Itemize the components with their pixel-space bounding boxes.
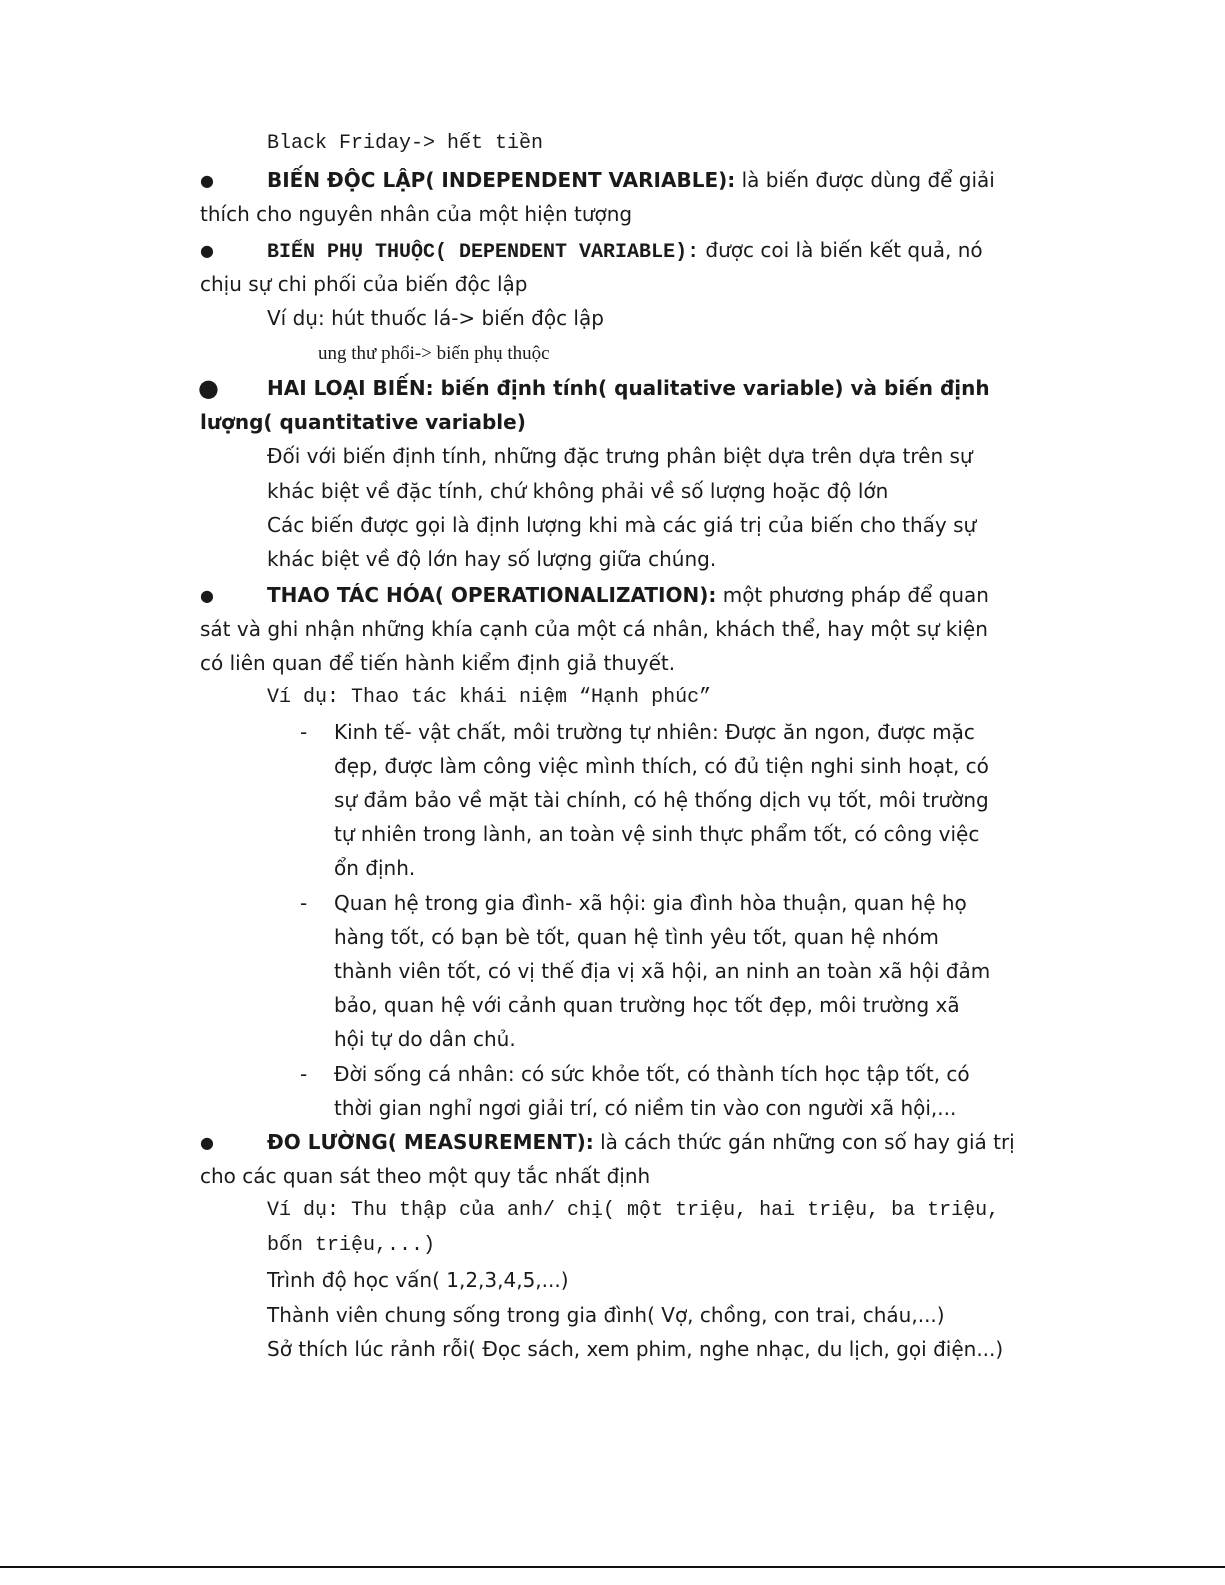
list-item: Đời sống cá nhân: có sức khỏe tốt, có thành tích học tập tốt, có — [334, 1062, 970, 1086]
text-line: Black Friday-> hết tiền — [267, 132, 544, 155]
term-definition: một phương pháp để quan — [716, 583, 989, 607]
text-line: thích cho nguyên nhân của một hiện tượng — [200, 202, 633, 226]
example-line: Ví dụ: Thu thập của anh/ chị( một triệu, hai triệu, ba triệu, — [267, 1199, 1000, 1222]
bullet-marker: ● — [200, 171, 214, 190]
text-line: khác biệt về độ lớn hay số lượng giữa chúng. — [267, 547, 717, 571]
list-item: hội tự do dân chủ. — [334, 1027, 516, 1051]
bullet-marker: ● — [200, 241, 214, 260]
list-item: thành viên tốt, có vị thế địa vị xã hội, an ninh an toàn xã hội đảm — [334, 959, 991, 983]
list-item: đẹp, được làm công việc mình thích, có đủ tiện nghi sinh hoạt, có — [334, 754, 989, 778]
list-item: thời gian nghỉ ngơi giải trí, có niềm tin vào con người xã hội,... — [334, 1096, 957, 1120]
example-line: Ví dụ: Thao tác khái niệm “Hạnh phúc” — [267, 686, 712, 709]
bullet-marker: ● — [200, 1133, 214, 1152]
text-line: khác biệt về đặc tính, chứ không phải về số lượng hoặc độ lớn — [267, 479, 889, 503]
example-line: bốn triệu,...) — [267, 1234, 436, 1257]
term-independent-variable — [267, 166, 995, 194]
term-heading: ĐO LƯỜNG( MEASUREMENT): — [267, 1130, 594, 1154]
term-definition: là cách thức gán những con số hay giá trị — [593, 1130, 1015, 1154]
text-line: Trình độ học vấn( 1,2,3,4,5,...) — [267, 1268, 569, 1292]
bullet-marker: ● — [198, 374, 219, 402]
list-item: sự đảm bảo về mặt tài chính, có hệ thống dịch vụ tốt, môi trường — [334, 788, 989, 812]
text-line: sát và ghi nhận những khía cạnh của một cá nhân, khách thể, hay một sự kiện — [200, 617, 988, 641]
example-line: Ví dụ: hút thuốc lá-> biến độc lập — [267, 306, 604, 330]
list-item: bảo, quan hệ với cảnh quan trường học tốt đẹp, môi trường xã — [334, 993, 960, 1017]
list-item: Quan hệ trong gia đình- xã hội: gia đình hòa thuận, quan hệ họ — [334, 891, 967, 915]
text-line: Các biến được gọi là định lượng khi mà các giá trị của biến cho thấy sự — [267, 513, 977, 537]
text-line: có liên quan để tiến hành kiểm định giả thuyết. — [200, 651, 676, 675]
text-line: cho các quan sát theo một quy tắc nhất định — [200, 1164, 651, 1188]
text-line: Sở thích lúc rảnh rỗi( Đọc sách, xem phim, nghe nhạc, du lịch, gọi điện...) — [267, 1337, 1004, 1361]
example-line: ung thư phổi-> biến phụ thuộc — [318, 343, 550, 364]
term-operationalization — [267, 581, 989, 609]
list-item: ổn định. — [334, 856, 416, 880]
bullet-marker: ● — [200, 586, 214, 605]
text-line: Đối với biến định tính, những đặc trưng phân biệt dựa trên dựa trên sự — [267, 444, 973, 468]
term-heading: THAO TÁC HÓA( OPERATIONALIZATION): — [267, 583, 717, 607]
text-line: lượng( quantitative variable) — [200, 410, 526, 434]
term-heading: BIẾN ĐỘC LẬP( INDEPENDENT VARIABLE): — [267, 168, 736, 192]
text-line: Thành viên chung sống trong gia đình( Vợ, chồng, con trai, cháu,...) — [267, 1303, 945, 1327]
term-definition: là biến được dùng để giải — [735, 168, 995, 192]
term-measurement — [267, 1128, 1015, 1156]
text-line: chịu sự chi phối của biến độc lập — [200, 272, 528, 296]
dash-marker: - — [300, 891, 308, 915]
list-item: tự nhiên trong lành, an toàn vệ sinh thực phẩm tốt, có công việc — [334, 822, 980, 846]
page-bottom-edge — [0, 1566, 1225, 1568]
list-item: hàng tốt, có bạn bè tốt, quan hệ tình yêu tốt, quan hệ nhóm — [334, 925, 939, 949]
dash-marker: - — [300, 720, 308, 744]
term-definition: được coi là biến kết quả, nó — [699, 238, 983, 262]
term-heading: BIẾN PHỤ THUỘC( DEPENDENT VARIABLE): — [267, 241, 700, 264]
term-dependent-variable — [267, 236, 983, 267]
dash-marker: - — [300, 1062, 308, 1086]
list-item: Kinh tế- vật chất, môi trường tự nhiên: Được ăn ngon, được mặc — [334, 720, 975, 744]
term-variable-types: HAI LOẠI BIẾN: biến định tính( qualitative variable) và biến định — [267, 376, 990, 400]
